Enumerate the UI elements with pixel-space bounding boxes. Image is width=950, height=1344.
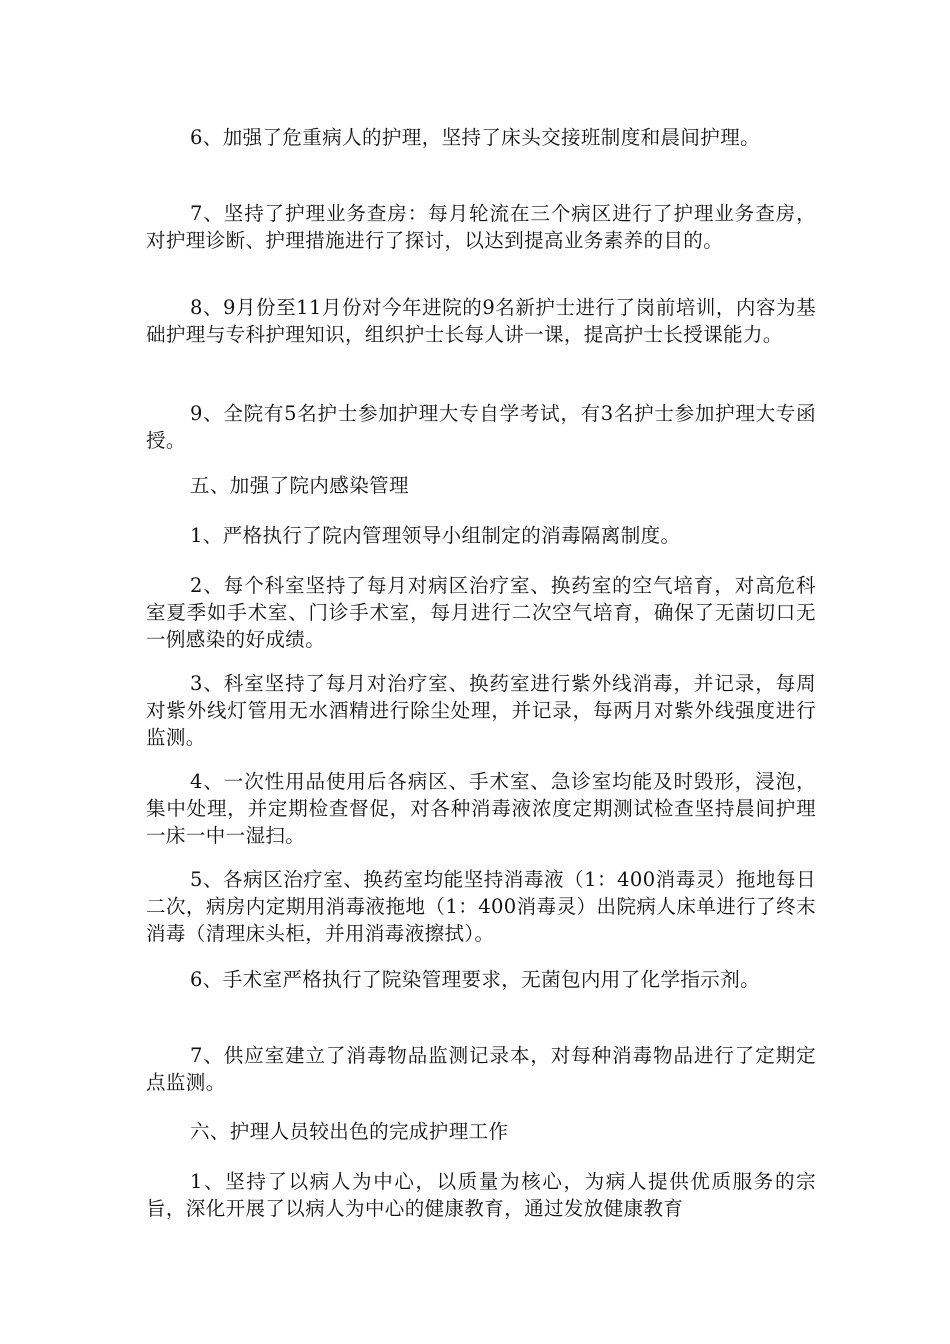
paragraph-item-3-uv-disinfection: 3、科室坚持了每月对治疗室、换药室进行紫外线消毒，并记录，每周对紫外线灯管用无水酒精进行除尘处理，并记录，每两月对紫外线强度进行监测。 bbox=[146, 672, 816, 749]
section-heading-infection-management: 五、加强了院内感染管理 bbox=[190, 474, 409, 497]
paragraph-item-1-disinfection-policy: 1、严格执行了院内管理领导小组制定的消毒隔离制度。 bbox=[190, 524, 681, 547]
paragraph-item-4-disposable-items: 4、一次性用品使用后各病区、手术室、急诊室均能及时毁形，浸泡，集中处理，并定期检查督促，对各种消毒液浓度定期测试检查坚持晨间护理一床一中一湿扫。 bbox=[146, 770, 816, 847]
paragraph-item-2-air-culture: 2、每个科室坚持了每月对病区治疗室、换药室的空气培育，对高危科室夏季如手术室、门诊手术室，每月进行二次空气培育，确保了无菌切口无一例感染的好成绩。 bbox=[146, 574, 816, 651]
paragraph-item-9-self-study-exam: 9、全院有5名护士参加护理大专自学考试，有3名护士参加护理大专函授。 bbox=[146, 402, 816, 452]
section-heading-nursing-work: 六、护理人员较出色的完成护理工作 bbox=[190, 1120, 509, 1143]
paragraph-item-7-ward-rounds: 7、坚持了护理业务查房：每月轮流在三个病区进行了护理业务查房，对护理诊断、护理措施进行了探讨，以达到提高业务素养的目的。 bbox=[146, 202, 816, 252]
paragraph-item-7-supply-room: 7、供应室建立了消毒物品监测记录本，对每种消毒物品进行了定期定点监测。 bbox=[146, 1044, 816, 1094]
paragraph-item-8-new-nurse-training: 8、9月份至11月份对今年进院的9名新护士进行了岗前培训，内容为基础护理与专科护理知识，组织护士长每人讲一课，提高护士长授课能力。 bbox=[146, 296, 816, 346]
paragraph-item-5-ward-disinfection: 5、各病区治疗室、换药室均能坚持消毒液（1：400消毒灵）拖地每日二次，病房内定期用消毒液拖地（1：400消毒灵）出院病人床单进行了终末消毒（清理床头柜，并用消毒液擦拭）。 bbox=[146, 868, 816, 945]
paragraph-item-1-patient-centered: 1、坚持了以病人为中心，以质量为核心，为病人提供优质服务的宗旨，深化开展了以病人为中心的健康教育，通过发放健康教育 bbox=[146, 1170, 816, 1220]
paragraph-item-6-operating-room: 6、手术室严格执行了院染管理要求，无菌包内用了化学指示剂。 bbox=[190, 968, 761, 991]
paragraph-item-6-critical-care: 6、加强了危重病人的护理，坚持了床头交接班制度和晨间护理。 bbox=[190, 126, 761, 149]
